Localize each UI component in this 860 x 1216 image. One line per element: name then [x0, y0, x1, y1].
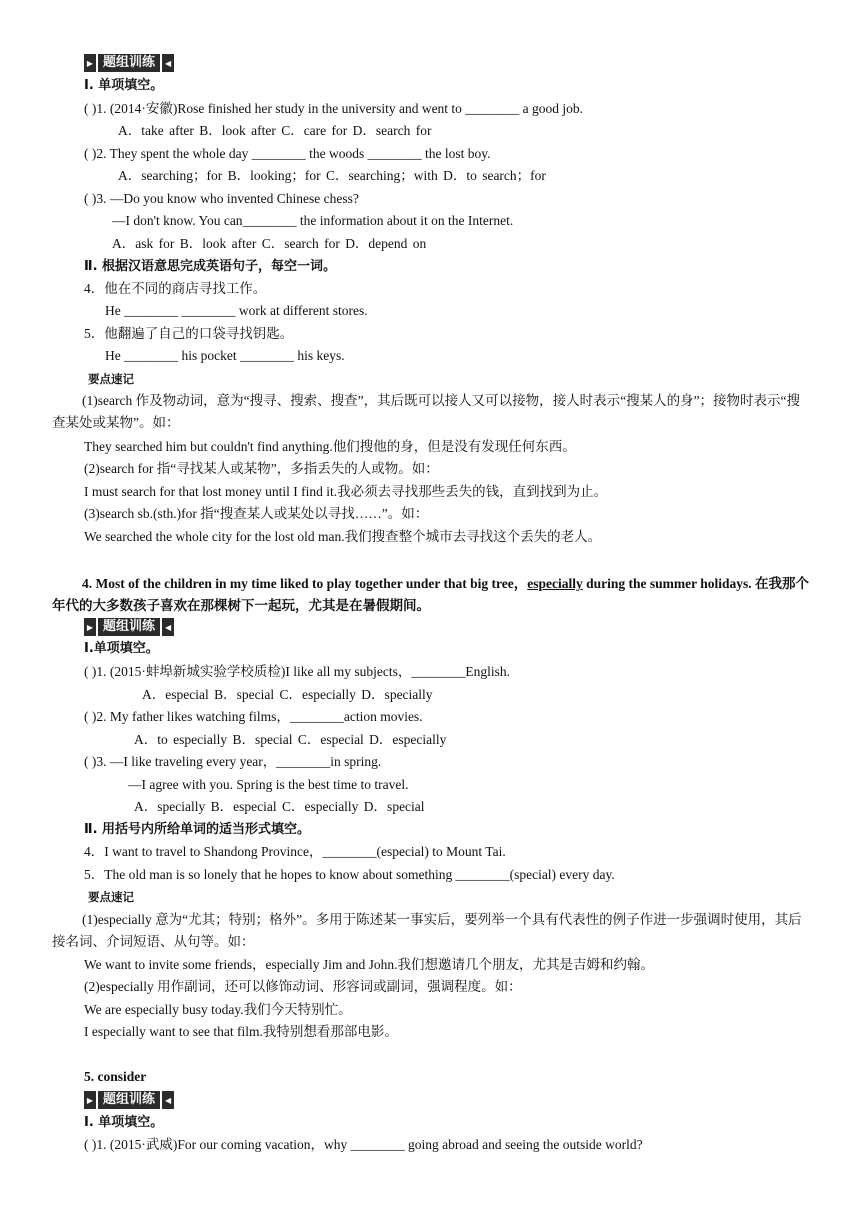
note-1-example: They searched him but couldn't find anything.他们搜他的身，但是没有发现任何东西。 — [84, 439, 576, 454]
note-1-b2: (1)especially 意为“尤其；特别；格外”。多用于陈述某一事实后，要列举一个具有代表性的例子作进一步强调时使用，其后接名词、介词短语、从句等。如： — [52, 912, 802, 949]
note-2: (2)search for 指“寻找某人或某物”，多指丢失的人或物。如： — [84, 461, 439, 476]
question-4-b2: 4．I want to travel to Shandong Province，________(especial) to Mount Tai. — [84, 844, 506, 859]
group-training-tag: ▶ 题组训练 ◀ — [84, 54, 174, 72]
note-1: (1)search 作及物动词，意为“搜寻、搜索、搜查”，其后既可以接人又可以接物，接人时表示“搜某人的身”；接物时表示“搜查某处或某物”。如： — [52, 393, 801, 430]
play-right-icon: ▶ — [84, 54, 96, 72]
question-2-b2-options: A．to especially B．special C．especial D．especially — [134, 732, 447, 747]
play-right-icon: ▶ — [84, 618, 96, 636]
note-2-b2-example-1: We are especially busy today.我们今天特别忙。 — [84, 1002, 352, 1017]
part1-title-3: Ⅰ. 单项填空。 — [84, 1115, 164, 1130]
item-5-title: 5. consider — [84, 1069, 147, 1084]
question-3-b2: ( )3. —I like traveling every year，________in spring. — [84, 754, 382, 769]
play-left-icon: ◀ — [162, 618, 174, 636]
question-2-b2: ( )2. My father likes watching films，________action movies. — [84, 709, 423, 724]
note-2-example: I must search for that lost money until I find it.我必须去寻找那些丢失的钱，直到找到为止。 — [84, 484, 608, 499]
group-training-tag-3: ▶ 题组训练 ◀ — [84, 1091, 174, 1109]
notes-title-2: 要点速记 — [88, 890, 134, 904]
group-training-tag-2: ▶ 题组训练 ◀ — [84, 618, 174, 636]
question-2-options: A．searching；for B．looking；for C．searching；with D．to search；for — [118, 168, 546, 183]
part2-title: Ⅱ. 根据汉语意思完成英语句子，每空一词。 — [84, 259, 337, 274]
question-2: ( )2. They spent the whole day ________ the woods ________ the lost boy. — [84, 146, 491, 161]
question-1: ( )1. (2014·安徽)Rose finished her study in the university and went to ________ a good job. — [84, 101, 584, 116]
question-3-b2-reply: —I agree with you. Spring is the best time to travel. — [128, 777, 409, 792]
item-4-sentence: 4. Most of the children in my time liked to play together under that big tree，especially during the summer holidays. 在我那个年代的大多数孩子喜欢在那棵树下一起玩，尤其是在暑假期间。 — [52, 576, 810, 613]
play-left-icon: ◀ — [162, 1091, 174, 1109]
notes-title: 要点速记 — [88, 372, 134, 386]
question-5-chinese: 5．他翻遍了自己的口袋寻找钥匙。 — [84, 326, 294, 341]
question-3-b2-options: A．specially B．especial C．especially D．special — [134, 799, 425, 814]
question-4-english: He ________ ________ work at different stores. — [105, 303, 368, 318]
play-left-icon: ◀ — [162, 54, 174, 72]
play-right-icon: ▶ — [84, 1091, 96, 1109]
question-1-options: A．take after B．look after C．care for D．search for — [118, 123, 432, 138]
note-2-b2-example-2: I especially want to see that film.我特别想看那部电影。 — [84, 1024, 398, 1039]
note-3: (3)search sb.(sth.)for 指“搜查某人或某处以寻找……”。如： — [84, 506, 429, 521]
question-3-reply: —I don't know. You can________ the information about it on the Internet. — [112, 213, 514, 228]
note-2-b2: (2)especially 用作副词，还可以修饰动词、形容词或副词，强调程度。如： — [84, 979, 522, 994]
question-5-b2: 5．The old man is so lonely that he hopes to know about something ________(special) every day. — [84, 867, 615, 882]
part1-title: Ⅰ. 单项填空。 — [84, 78, 164, 93]
part2-title-2: Ⅱ. 用括号内所给单词的适当形式填空。 — [84, 822, 311, 837]
question-4-chinese: 4．他在不同的商店寻找工作。 — [84, 281, 267, 296]
question-1-b3: ( )1. (2015·武威)For our coming vacation，why ________ going abroad and seeing the outside world? — [84, 1137, 643, 1152]
note-1-b2-example: We want to invite some friends，especially Jim and John.我们想邀请几个朋友，尤其是吉姆和约翰。 — [84, 957, 654, 972]
part1-title-2: Ⅰ.单项填空。 — [84, 641, 159, 656]
question-1-b2-options: A．especial B．special C．especially D．specially — [142, 687, 433, 702]
question-1-b2: ( )1. (2015·蚌埠新城实验学校质检)I like all my subjects，________English. — [84, 664, 510, 679]
note-3-example: We searched the whole city for the lost old man.我们搜查整个城市去寻找这个丢失的老人。 — [84, 529, 602, 544]
question-5-english: He ________ his pocket ________ his keys. — [105, 348, 345, 363]
question-3: ( )3. —Do you know who invented Chinese chess? — [84, 191, 359, 206]
question-3-options: A．ask for B．look after C．search for D．depend on — [112, 236, 427, 251]
keyword-especially: especially — [527, 576, 583, 591]
